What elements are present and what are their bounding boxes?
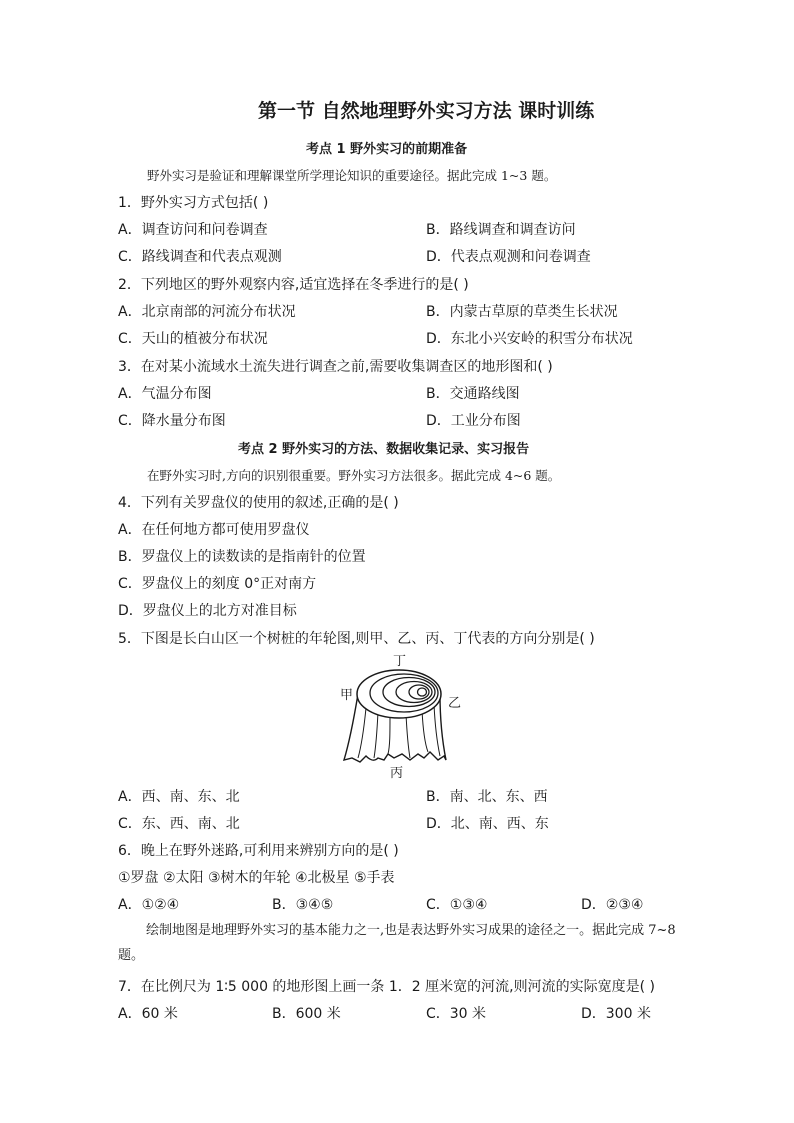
question-4-option-a[interactable]: A．在任何地方都可使用罗盘仪 [118,522,310,538]
question-7-option-b[interactable]: B．600 米 [272,1006,341,1022]
question-4-option-b[interactable]: B．罗盘仪上的读数读的是指南针的位置 [118,549,366,565]
question-6-option-b[interactable]: B．③④⑤ [272,897,334,913]
question-5-option-b[interactable]: B．南、北、东、西 [426,789,548,805]
section-3-intro: 绘制地图是地理野外实习的基本能力之一,也是表达野外实习成果的途径之一。据此完成 7~8 题。 [118,923,676,963]
question-2-stem: 2．下列地区的野外观察内容,适宜选择在冬季进行的是( ) [118,277,469,293]
question-7-option-d[interactable]: D．300 米 [581,1006,651,1022]
question-5-stem: 5．下图是长白山区一个树桩的年轮图,则甲、乙、丙、丁代表的方向分别是( ) [118,631,595,647]
question-1-option-c[interactable]: C．路线调查和代表点观测 [118,249,282,265]
question-2-option-b[interactable]: B．内蒙古草原的草类生长状况 [426,304,618,320]
question-7-option-a[interactable]: A．60 米 [118,1006,178,1022]
question-7-option-c[interactable]: C．30 米 [426,1006,487,1022]
question-3-option-d[interactable]: D．工业分布图 [426,413,521,429]
question-4-option-c[interactable]: C．罗盘仪上的刻度 0°正对南方 [118,576,317,592]
question-6-option-d[interactable]: D．②③④ [581,897,644,913]
question-5-option-c[interactable]: C．东、西、南、北 [118,816,240,832]
section-1-heading: 考点 1 野外实习的前期准备 [306,142,468,157]
question-5-option-a[interactable]: A．西、南、东、北 [118,789,240,805]
question-3-stem: 3．在对某小流域水土流失进行调查之前,需要收集调查区的地形图和( ) [118,359,553,375]
question-2-option-c[interactable]: C．天山的植被分布状况 [118,331,268,347]
figure-label-top: 丁 [393,654,407,669]
page-title: 第一节 自然地理野外实习方法 课时训练 [258,100,595,122]
question-1-option-b[interactable]: B．路线调查和调查访问 [426,222,576,238]
question-3-option-a[interactable]: A．气温分布图 [118,386,212,402]
question-3-option-c[interactable]: C．降水量分布图 [118,413,226,429]
question-5-option-d[interactable]: D．北、南、西、东 [426,816,549,832]
figure-label-bottom: 丙 [390,766,404,781]
question-6-items: ①罗盘 ②太阳 ③树木的年轮 ④北极星 ⑤手表 [118,870,395,886]
section-2-intro: 在野外实习时,方向的识别很重要。野外实习方法很多。据此完成 4~6 题。 [147,468,561,483]
question-6-option-a[interactable]: A．①②④ [118,897,180,913]
figure-label-left: 甲 [340,688,354,703]
section-1-intro: 野外实习是验证和理解课堂所学理论知识的重要途径。据此完成 1~3 题。 [147,168,557,183]
question-1-stem: 1．野外实习方式包括( ) [118,195,269,211]
question-6-option-c[interactable]: C．①③④ [426,897,488,913]
tree-ring-figure [330,648,470,780]
question-4-stem: 4．下列有关罗盘仪的使用的叙述,正确的是( ) [118,495,399,511]
figure-label-right: 乙 [448,696,462,711]
question-2-option-a[interactable]: A．北京南部的河流分布状况 [118,304,296,320]
question-1-option-a[interactable]: A．调查访问和问卷调查 [118,222,268,238]
question-2-option-d[interactable]: D．东北小兴安岭的积雪分布状况 [426,331,633,347]
question-7-stem: 7．在比例尺为 1∶5 000 的地形图上画一条 1．2 厘米宽的河流,则河流的实际宽度是( ) [118,979,655,995]
question-3-option-b[interactable]: B．交通路线图 [426,386,520,402]
section-2-heading: 考点 2 野外实习的方法、数据收集记录、实习报告 [238,442,530,457]
question-4-option-d[interactable]: D．罗盘仪上的北方对准目标 [118,603,297,619]
question-6-stem: 6．晚上在野外迷路,可利用来辨别方向的是( ) [118,843,399,859]
question-1-option-d[interactable]: D．代表点观测和问卷调查 [426,249,591,265]
